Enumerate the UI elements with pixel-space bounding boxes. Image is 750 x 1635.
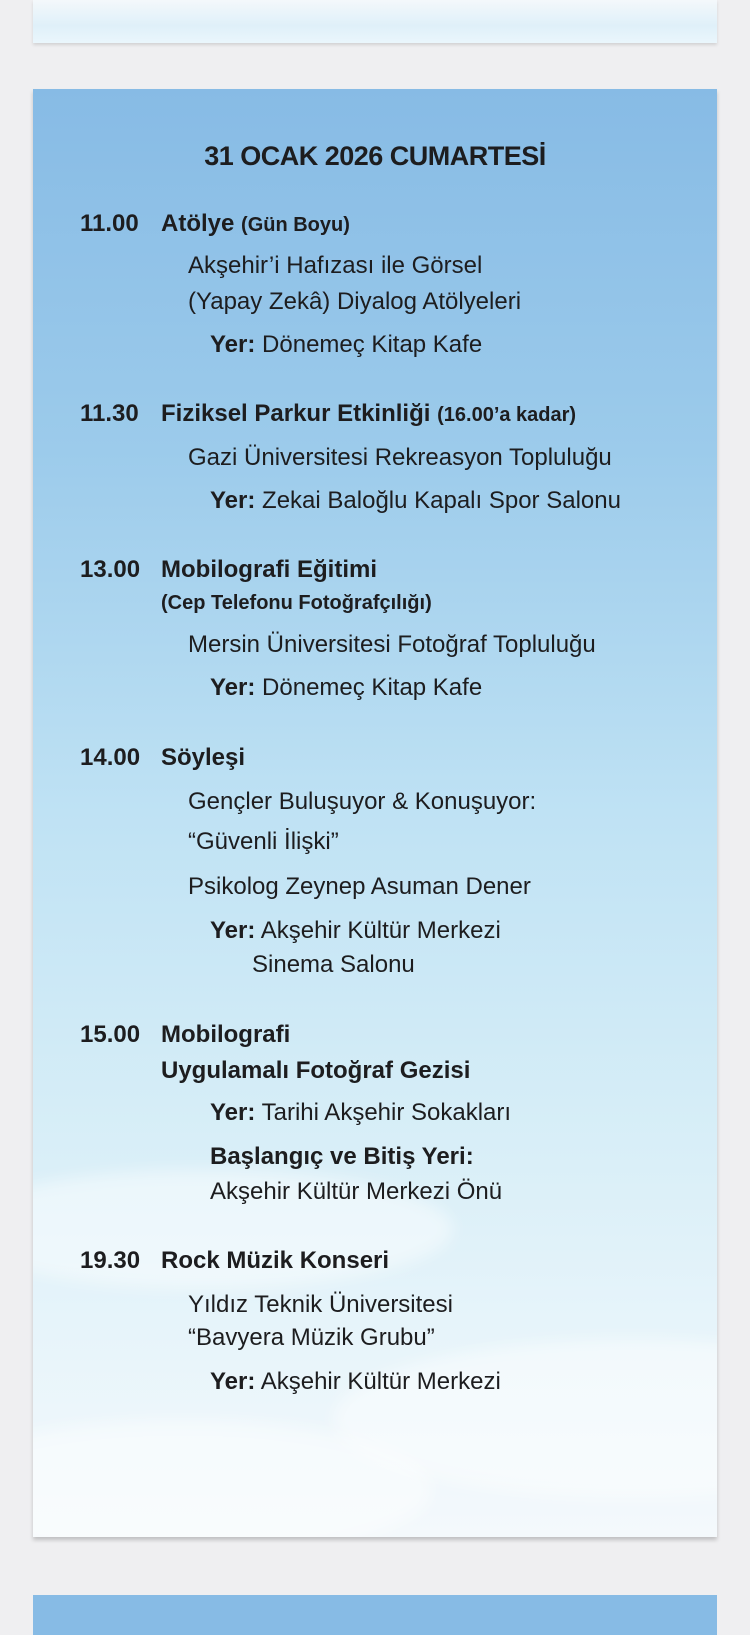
event-detail: Psikolog Zeynep Asuman Dener	[188, 873, 531, 900]
event-time: 19.30	[80, 1247, 141, 1274]
event-detail: Akşehir’i Hafızası ile Görsel	[188, 252, 483, 279]
next-card	[33, 1595, 717, 1635]
event-place: Yer: Tarihi Akşehir Sokakları	[210, 1099, 512, 1126]
event-time: 11.00	[80, 210, 139, 237]
event-detail: Gazi Üniversitesi Rekreasyon Topluluğu	[188, 444, 612, 471]
event-place: Yer: Akşehir Kültür Merkezi	[210, 1368, 501, 1395]
event-title: Rock Müzik Konseri	[161, 1247, 390, 1274]
start-end-value: Akşehir Kültür Merkezi Önü	[210, 1178, 503, 1205]
event-place: Yer: Dönemeç Kitap Kafe	[210, 331, 483, 358]
event-detail: Gençler Buluşuyor & Konuşuyor:	[188, 788, 537, 815]
day-heading: 31 OCAK 2026 CUMARTESİ	[204, 141, 546, 171]
previous-card	[33, 0, 717, 43]
event-place-continued: Sinema Salonu	[252, 951, 415, 978]
event-title: Mobilografi	[161, 1021, 291, 1048]
event-detail: Mersin Üniversitesi Fotoğraf Topluluğu	[188, 631, 596, 658]
event-detail: “Bavyera Müzik Grubu”	[188, 1324, 435, 1351]
event-title: Atölye (Gün Boyu)	[161, 210, 350, 237]
event-place: Yer: Zekai Baloğlu Kapalı Spor Salonu	[210, 487, 621, 514]
event-time: 15.00	[80, 1021, 141, 1048]
event-title: Söyleşi	[161, 744, 246, 771]
event-detail: (Yapay Zekâ) Diyalog Atölyeleri	[188, 288, 522, 315]
event-title: Fiziksel Parkur Etkinliği (16.00’a kadar)	[161, 400, 577, 427]
event-time: 11.30	[80, 400, 139, 427]
event-note: (Cep Telefonu Fotoğrafçılığı)	[161, 592, 432, 614]
event-place: Yer: Akşehir Kültür Merkezi	[210, 917, 501, 944]
event-place: Yer: Dönemeç Kitap Kafe	[210, 674, 483, 701]
event-time: 14.00	[80, 744, 141, 771]
event-title: Mobilografi Eğitimi	[161, 556, 377, 583]
event-title-continued: Uygulamalı Fotoğraf Gezisi	[161, 1057, 471, 1084]
schedule-card	[33, 89, 717, 1537]
event-time: 13.00	[80, 556, 141, 583]
event-detail: Yıldız Teknik Üniversitesi	[188, 1291, 453, 1318]
start-end-label: Başlangıç ve Bitiş Yeri:	[210, 1143, 474, 1170]
event-detail: “Güvenli İlişki”	[188, 828, 339, 855]
